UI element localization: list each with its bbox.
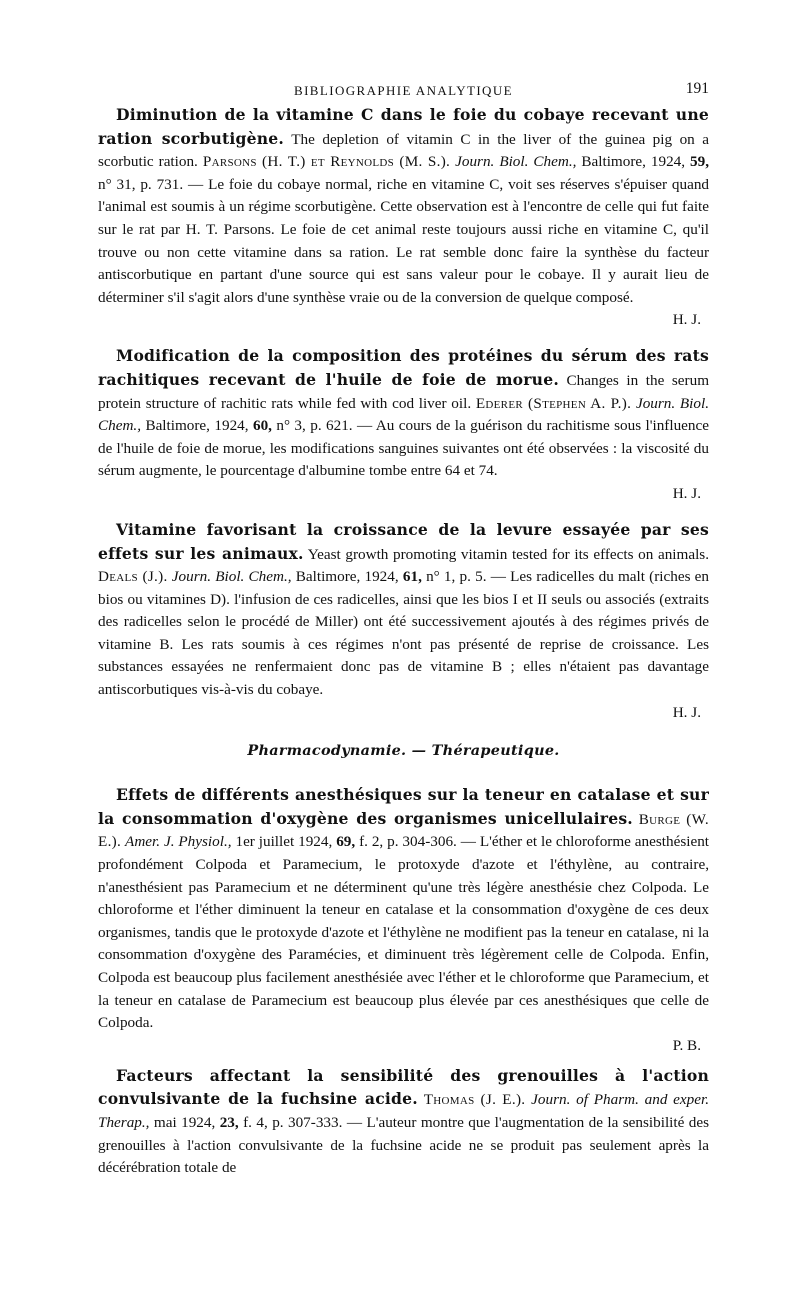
- issue-pages: n° 1, p. 5.: [426, 568, 487, 586]
- journal-name: Journ. Biol. Chem.,: [455, 153, 577, 171]
- journal-volume: 60,: [252, 417, 272, 435]
- issue-pages: f. 2, p. 304-306.: [359, 833, 457, 851]
- page-number: 191: [685, 80, 709, 97]
- journal-name: Journ. Biol. Chem.,: [98, 394, 710, 435]
- entry-authors: Thomas (J. E.).: [423, 1091, 526, 1109]
- entry-authors: Parsons (H. T.) et Reynolds (M. S.).: [202, 153, 451, 171]
- entry-title: Facteurs affectant la sensibilité des grenouilles à l'action convulsivante de la fuchsine acide.: [98, 1065, 709, 1109]
- entry-body: — L'éther et le chloroforme anesthésient profondément Colpoda et Paramecium, le protoxyde d'azote et l'éthylène, au contraire, n'anesthésient pas Paramecium et ne déterminent qu'une très légère anesthésie chez Colpoda. Le chloroforme et l'éther diminuent la teneur en catalase et la consommation d'oxygène de ces deux organismes, tandis que le protoxyde d'azote et l'éthylène ne modifient pas la teneur en catalase, ni la consommation d'oxygène des Paramécies, et diminuent très légèrement celle de Colpoda. Enfin, Colpoda est beaucoup plus facilement anesthésiée avec l'éther et le chloroforme que Paramecium, et la teneur en catalase de Paramecium est beaucoup plus élevée par ces anesthésiques que celle de Colpoda.: [98, 833, 710, 1032]
- journal-volume: 61,: [402, 568, 422, 586]
- section-heading: Pharmacodynamie. — Thérapeutique.: [247, 741, 560, 759]
- running-title: BIBLIOGRAPHIE ANALYTIQUE: [294, 83, 513, 98]
- publication-place-date: Baltimore, 1924,: [145, 417, 249, 435]
- entry-body: — Le foie du cobaye normal, riche en vitamine C, voit ses réserves s'épuiser quand l'animal est soumis à un régime scorbutigène. Cette observation est à l'encontre de celle qui fut faite sur le rat par H. T. Parsons. Le foie de cet animal reste toujours aussi riche en vitamine C, qu'il trouve ou non cette vitamine dans sa ration. Le rat semble donc faire la synthèse du facteur antiscorbutique en partant d'une source qui est sans valeur pour le cobaye. Il y aurait lieu de déterminer s'il s'agit alors d'une synthèse vraie ou de la conversion de quelque composé.: [98, 175, 710, 306]
- reviewer-signature: H. J.: [672, 703, 701, 721]
- entry-authors: Burge (W. E.).: [98, 810, 709, 851]
- journal-name: Amer. J. Physiol.,: [125, 833, 232, 851]
- publication-place-date: 1er juillet 1924,: [235, 833, 333, 851]
- running-header: [98, 78, 709, 100]
- abstract-entry: [98, 784, 709, 1035]
- publication-place-date: Baltimore, 1924,: [581, 153, 686, 171]
- english-title: Changes in the serum protein structure of rachitic rats while fed with cod liver oil.: [98, 371, 710, 412]
- reviewer-signature: H. J.: [672, 484, 701, 502]
- entry-body: — L'auteur montre que l'augmentation de la sensibilité des grenouilles à l'action convulsivante de la fuchsine acide ne se produit pas seulement après la décérébration totale de: [98, 1113, 710, 1177]
- journal-volume: 59,: [690, 153, 710, 171]
- abstract-entry: [98, 345, 709, 483]
- entry-title: Modification de la composition des protéines du sérum des rats rachitiques recevant de l'huile de foie de morue.: [98, 346, 709, 389]
- entry-title: Diminution de la vitamine C dans le foie du cobaye recevant une ration scorbutigène.: [98, 105, 709, 148]
- reviewer-signature: P. B.: [672, 1036, 701, 1054]
- entry-title: Effets de différents anesthésiques sur la teneur en catalase et sur la consommation d'oxygène des organismes unicellulaires.: [98, 785, 709, 828]
- publication-place-date: mai 1924,: [153, 1113, 216, 1131]
- entry-title: Vitamine favorisant la croissance de la levure essayée par ses effets sur les animaux.: [98, 519, 709, 563]
- issue-pages: n° 3, p. 621.: [276, 417, 353, 435]
- entry-body: — Au cours de la guérison du rachitisme sous l'influence de l'huile de foie de morue, les modifications sanguines suivantes ont été observées : la viscosité du sérum augmente, le pourcentage d'albumine tombe entre 64 et 74.: [98, 417, 709, 480]
- publication-place-date: Baltimore, 1924,: [295, 568, 399, 586]
- entry-body: — Les radicelles du malt (riches en bios ou vitamines D). l'infusion de ces radicelles, ainsi que les bios I et II seuls ou associés (extraits des radicelles selon le procédé de Miller) ont été successivement ajoutés à des régimes privés de vitamine B. Les rats soumis à ces régimes n'ont pas présenté de reprise de croissance. Les substances essayées ne renfermaient donc pas de vitamine B ; elles n'étaient pas davantage antiscorbutiques vis-à-vis du cobaye.: [98, 568, 710, 699]
- abstract-entry: [98, 104, 709, 309]
- abstract-entry: [98, 519, 709, 702]
- abstract-entry: [98, 1065, 709, 1180]
- entry-authors: Deals (J.).: [98, 568, 168, 586]
- entry-authors: Ederer (Stephen A. P.).: [475, 394, 632, 412]
- english-title: Yeast growth promoting vitamin tested for its effects on animals.: [307, 545, 709, 563]
- issue-pages: f. 4, p. 307-333.: [243, 1113, 343, 1131]
- journal-volume: 69,: [336, 833, 356, 851]
- journal-page: [98, 78, 709, 1180]
- journal-name: Journ. Biol. Chem.,: [171, 568, 292, 586]
- journal-name: Journ. of Pharm. and exper. Therap.,: [98, 1091, 710, 1131]
- english-title: The depletion of vitamin C in the liver of the guinea pig on a scorbutic ration.: [98, 130, 709, 171]
- issue-pages: n° 31, p. 731.: [98, 175, 184, 193]
- journal-volume: 23,: [219, 1113, 239, 1131]
- reviewer-signature: H. J.: [672, 311, 701, 329]
